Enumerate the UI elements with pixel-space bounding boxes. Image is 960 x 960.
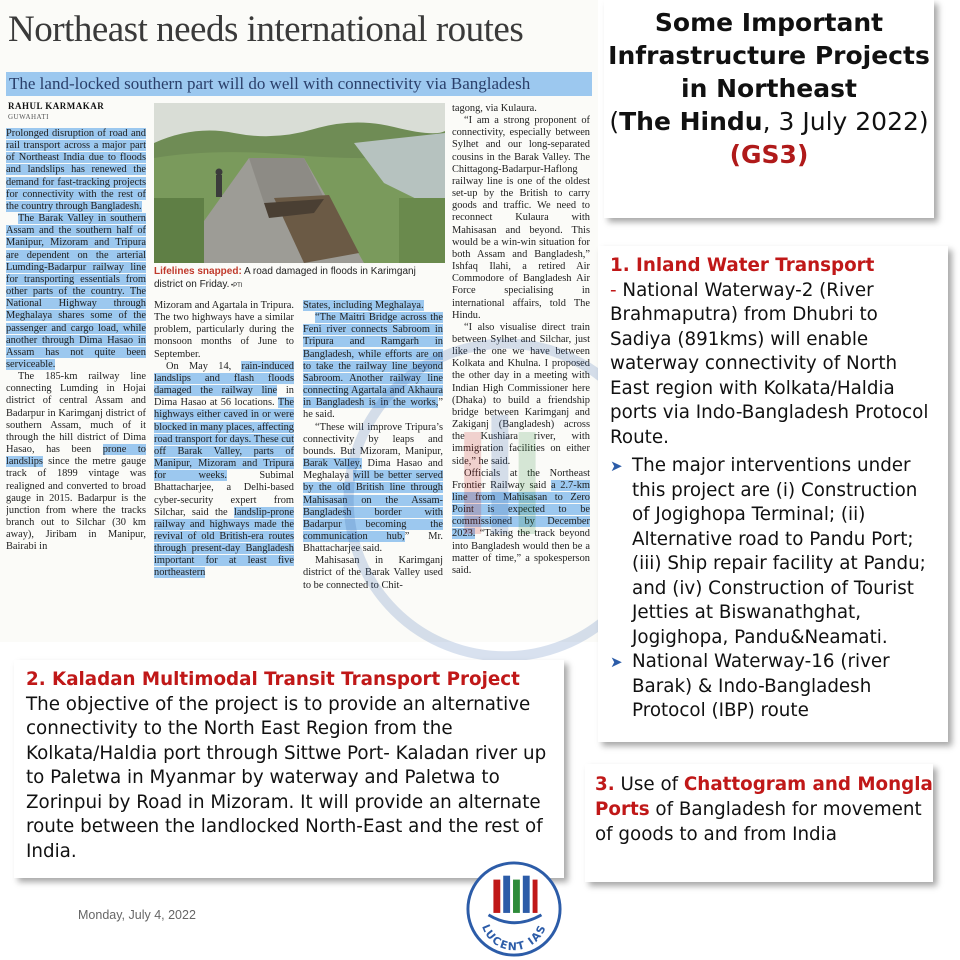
lucent-ias-logo-icon (465, 860, 563, 958)
caption-title: Lifelines snapped: (154, 266, 242, 277)
article-text: tagong, via Kulaura. (452, 103, 537, 114)
highlighted-text: landslip-prone railway and highways made the revival of old British-era routes through present-day Bangladesh important for at least five northeastern (154, 506, 294, 579)
article-text: in Dima Hasao at 56 locations. (154, 385, 294, 409)
article-headline: Northeast needs international routes (8, 9, 524, 50)
list-item-text: National Waterway-16 (river Barak) & Indo-Bangladesh Protocol (IBP) route (632, 651, 890, 721)
highlighted-text: prone to landslips (6, 444, 146, 468)
footer-date: Monday, July 4, 2022 (78, 908, 196, 922)
section-number: 3. (595, 774, 615, 795)
gs-paper-label: (GS3) (729, 140, 809, 169)
article-text: since the metre gauge track of 1899 vintage was realigned and converted to broad gauge in 2015. Badarpur is the junction from where the tracks branch out to Silchar (30 km away), Jiribam in Manipur, Bairabi in (6, 456, 146, 553)
section-body (610, 279, 938, 451)
highlighted-text: States, including Meghalaya. (303, 300, 424, 311)
source-date: , 3 July 2022) (762, 107, 929, 136)
kaladan-project-callout (14, 660, 564, 878)
highlighted-text: a 2.7-km line from Mahisasan to Zero Point is expected to be commissioned by December 2023. (452, 479, 590, 540)
dateline-place: GUWAHATI (8, 113, 49, 121)
caption-text: A road damaged in floods in Karimganj district on Friday. (154, 266, 416, 290)
photo-caption (154, 266, 444, 292)
bangladesh-ports-callout (585, 764, 933, 882)
article-text: Dima Hasao and Meghalaya (303, 458, 443, 482)
article-byline (8, 101, 104, 123)
article-text: The 185-km railway line connecting Lumding in Hojai district of central Assam and Badarpur in Karimganj district of southern Assam, much of it through the hill district of Dima Hasao, has been (6, 371, 146, 456)
article-subhead: The land-locked southern part will do well with connectivity via Bangladesh (6, 72, 592, 96)
highlighted-text: “The Maitri Bridge across the Feni river connects Sabroom in Tripura and Ramgarh in Bangladesh, while efforts are on to take the railway line beyond Sabroom. Another railway line connecting Agartala and Akhaura in Bangladesh is in the works, (303, 312, 443, 409)
article-text: Mizoram and Agartala in Tripura. The two highways have a similar problem, particularly during the monsoon months of June to September. (154, 300, 294, 360)
list-item (610, 454, 938, 650)
article-text: On May 14, (166, 360, 242, 372)
article-text: Officials at the Northeast Frontier Railway said (452, 467, 590, 491)
article-text: Mahisasan in Karimganj district of the Barak Valley used to be connected to Chit- (303, 555, 443, 591)
flood-road-photo (154, 103, 445, 263)
arrow-bullet-icon: ➤ (610, 457, 623, 475)
ports-highlight: Chattogram and Mongla Ports (595, 774, 933, 820)
article-text: “I also visualise direct train between Sylhet and Silchar, just like the one we have between Kolkata and Khulna. I proposed the other day in a meeting with Indian High Commissioner here (Dhaka) to build a friendship bridge between Karimganj and Zakiganj (Bangladesh) across the Kushiara river, with immigration facilities on either side,” he said. (452, 321, 590, 467)
article-text: ” he said. (303, 397, 443, 421)
inland-water-transport-callout (598, 246, 948, 742)
article-column-1 (6, 128, 146, 638)
article-column-3 (303, 300, 443, 632)
article-text: “Taking the track beyond into Bangladesh would then be a matter of time,” a spokesperson said. (452, 528, 590, 576)
nw2-text: National Waterway-2 (River Brahmaputra) from Dhubri to Sadiya (891kms) will enable waterway connectivity of North East region with Kolkata/Haldia ports via Indo-Bangladesh Protocol Route. (610, 279, 929, 448)
article-text: “These will improve Tripura’s connectivity by leaps and bounds. But Mizoram, Manipur, (303, 421, 443, 457)
article-text: ” Mr. Bhattacharjee said. (303, 530, 443, 555)
article-column-4 (452, 103, 590, 631)
highlighted-text: rain-induced landslips and flash floods damaged the railway line (154, 360, 294, 397)
article-column-2 (154, 300, 294, 632)
interventions-list (610, 454, 938, 724)
section-body: The objective of the project is to provide an alternative connectivity to the North East Region from the Kolkata/Haldia port through Sittwe Port- Kaladan river up to Paletwa in Myanmar by waterway and Paletwa to Zorinpui by Road in Mizoram. It will provide an alternate route between the landlocked North-East and the rest of India. (26, 693, 547, 862)
page-title: Some Important Infrastructure Projects in Northeast (608, 8, 930, 103)
article-text: Subimal Bhattacharjee, a Delhi-based cyber-security expert from Silchar, said the (154, 470, 294, 518)
article-text: “I am a strong proponent of connectivity, especially between Sylhet and our long-separated cousins in the Barak Valley. The Chittagong-Badarpur-Haflong railway line is one of the oldest set-up by the British to carry goods and traffic. We need to reconnect Kulaura with Mahisasan and beyond. This would be a win-win situation for both Assam and Bangladesh,” Ishfaq Ilahi, a retired Air Commodore of Bangladesh Air Force specialising in international affairs, told The Hindu. (452, 115, 590, 321)
caption-credit: •PTI (229, 282, 243, 289)
list-item-text: The major interventions under this project are (i) Construction of Jogighopa Terminal; (ii) Alternative road to Pandu Port; (iii) Ship repair facility at Pandu; and (iv) Construction of Tourist Jetties at Biswanathghat, Jogighopa, Pandu&Neamati. (632, 455, 926, 648)
title-callout (604, 0, 934, 218)
highlighted-text: will be better served by the old British line through Mahisasan on the Assam-Bangladesh border with Badarpur becoming the communication hub, (303, 470, 443, 542)
arrow-bullet-icon: ➤ (610, 653, 623, 671)
highlighted-text: The highways either caved in or were blocked in many places, affecting road transport for days. These cut off Barak Valley, parts of Manipur, Mizoram and Tripura for weeks. (154, 397, 294, 482)
source-open-paren: ( (609, 107, 620, 136)
section-text: of Bangladesh for movement of goods to and from India (595, 799, 922, 845)
source-newspaper: The Hindu (619, 107, 763, 136)
section-heading: 2. Kaladan Multimodal Transit Transport Project (26, 669, 520, 690)
newspaper-clipping (0, 0, 598, 642)
list-item (610, 650, 938, 724)
highlighted-text: Barak Valley, (303, 458, 362, 470)
logo-text: LUCENT IAS (479, 922, 549, 954)
highlighted-text: Prolonged disruption of road and rail transport across a major part of Northeast India due to floods and landslips has renewed the demand for fast-tracking projects for connectivity with the rest of the country through Bangladesh. (6, 128, 146, 212)
source-line (604, 105, 934, 138)
highlighted-text: The Barak Valley in southern Assam and the southern half of Manipur, Mizoram and Tripura are dependent on the arterial Lumding-Badarpur railway line for transporting essentials from other parts of the country. The National Highway through Meghalaya shares some of the passenger and cargo load, while another through Dima Hasao in Assam has not quite been serviceable. (6, 213, 146, 370)
author-name: RAHUL KARMAKAR (8, 101, 105, 111)
photo-illustration (154, 103, 445, 263)
section-text: Use of (614, 774, 684, 795)
section-heading: 1. Inland Water Transport (610, 255, 875, 276)
dash-marker: - (610, 279, 623, 301)
